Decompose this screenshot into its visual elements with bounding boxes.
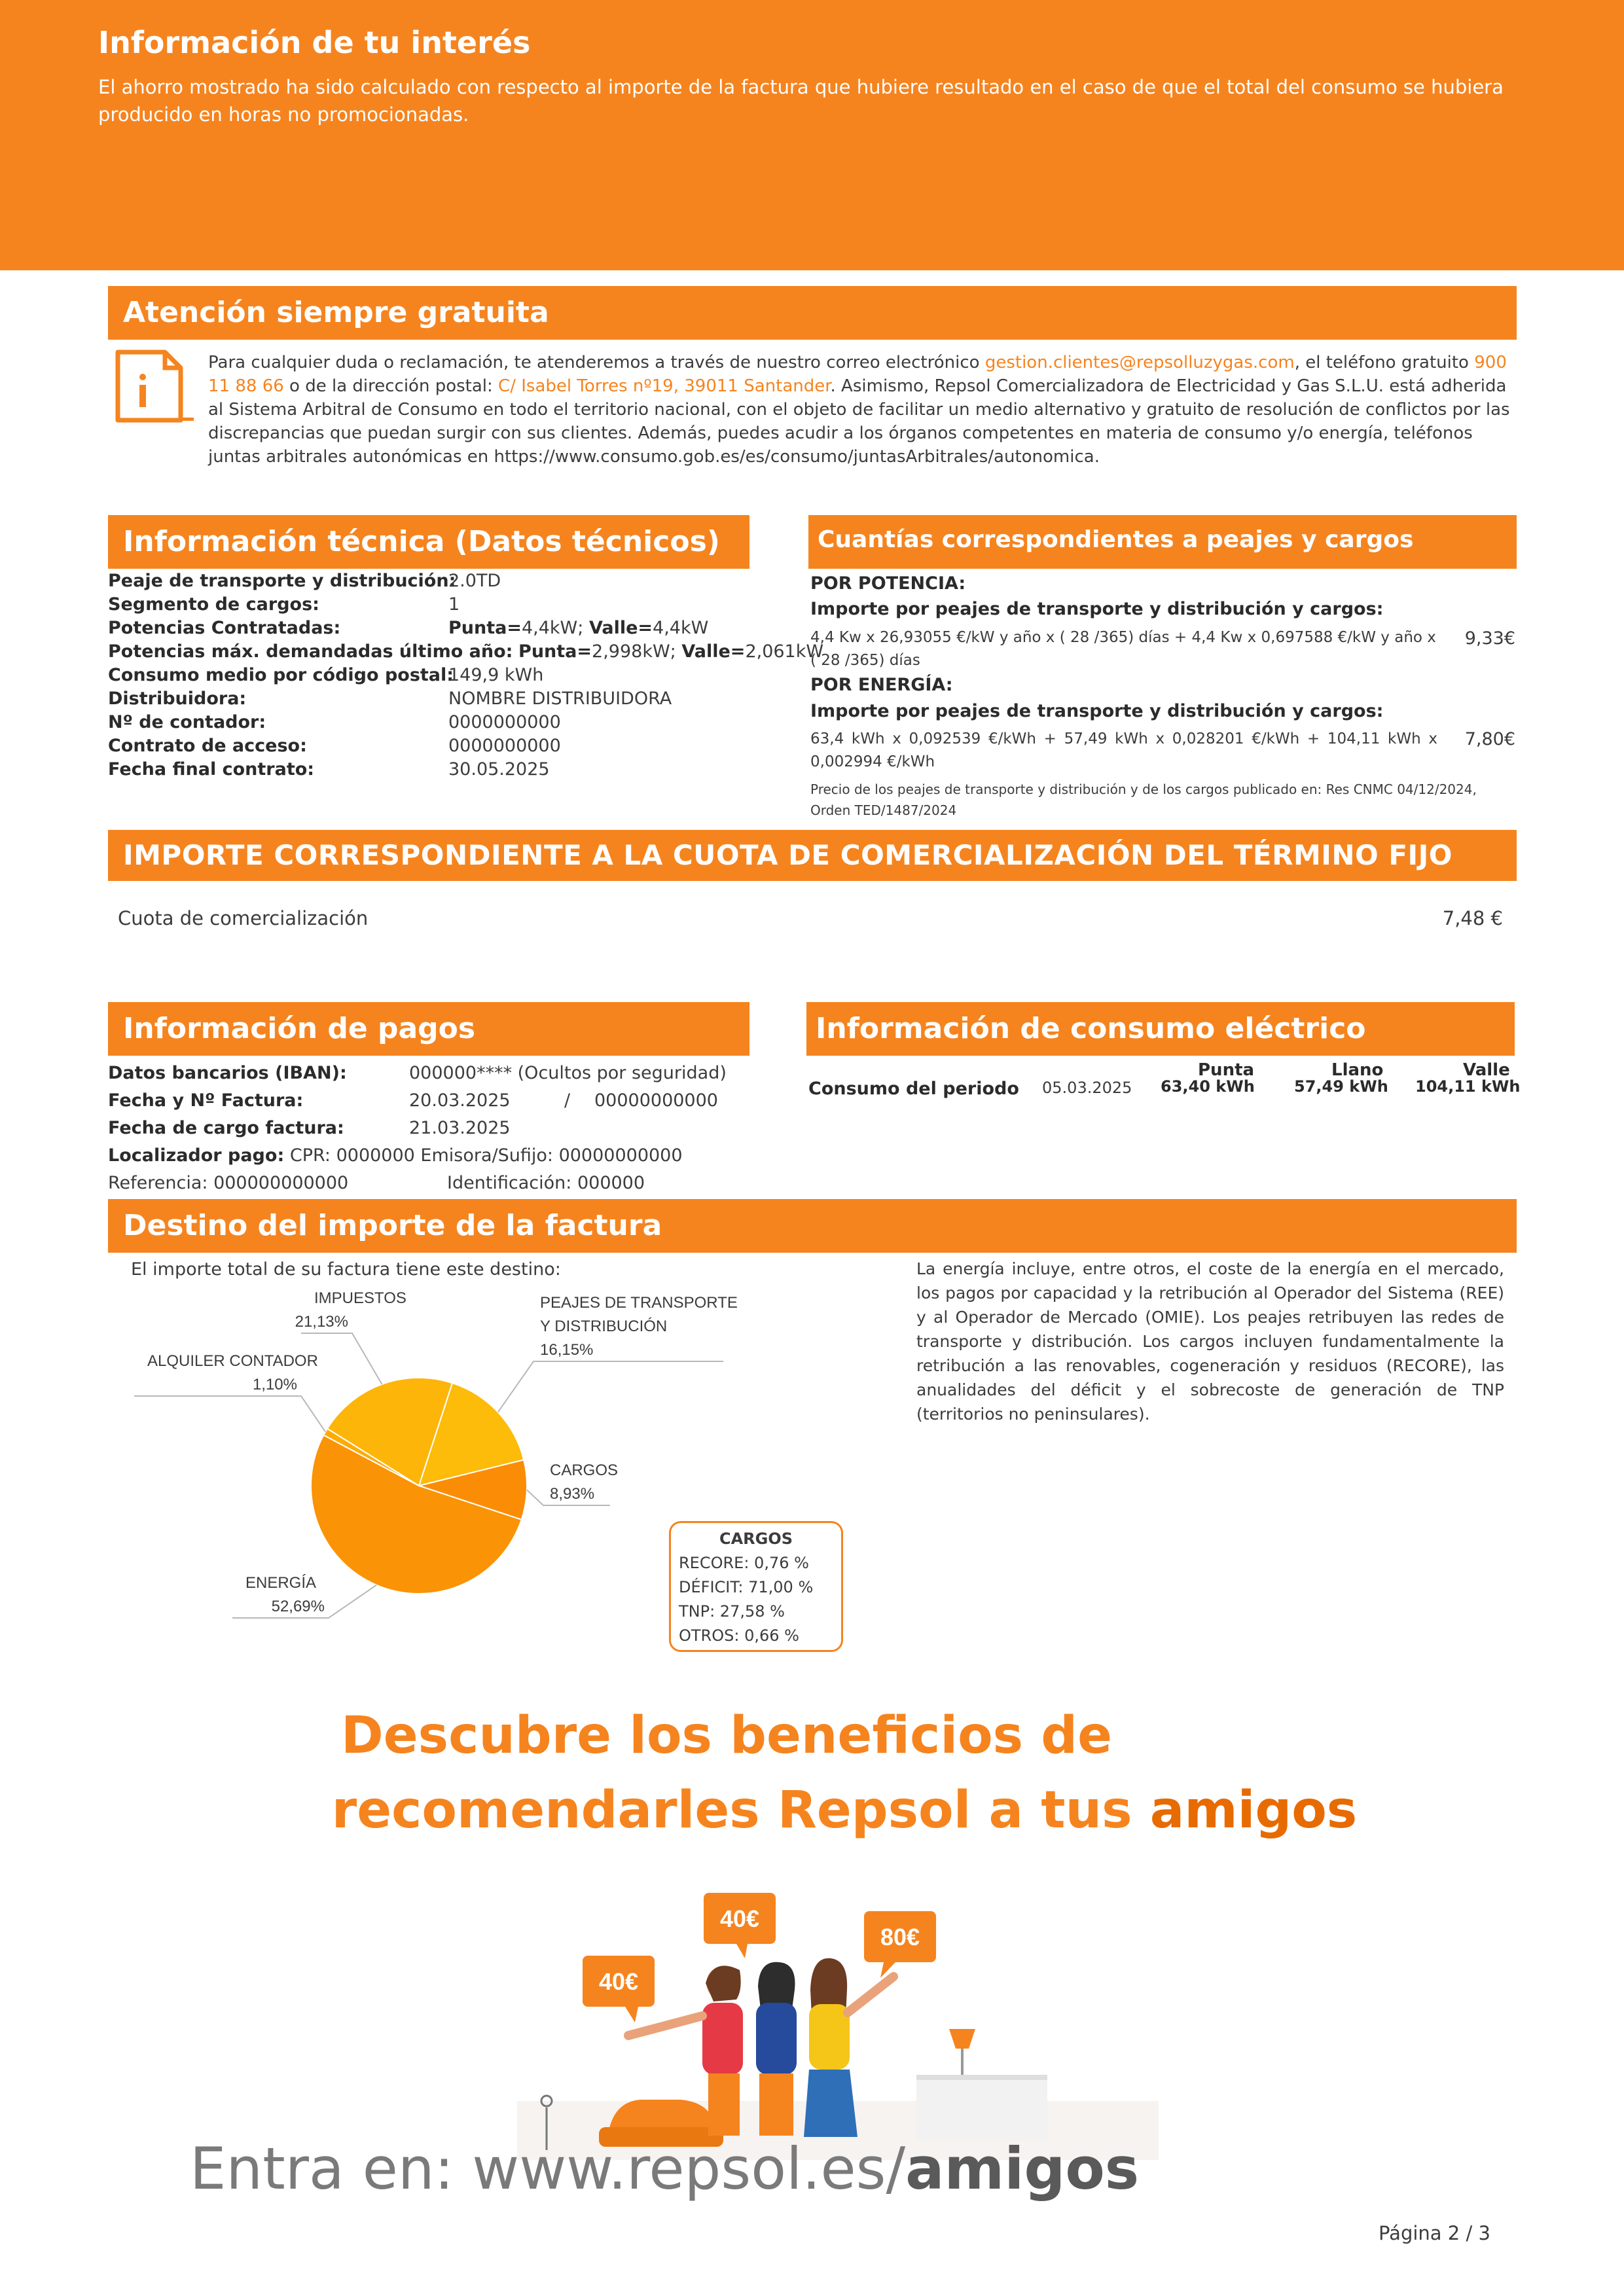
interest-title: Información de tu interés (98, 25, 531, 60)
consumption-title: Información de consumo eléctrico (816, 1012, 1366, 1045)
phone-link[interactable]: 900 11 88 66 (208, 353, 1507, 396)
svg-text:80€: 80€ (880, 1924, 920, 1950)
value-llano: 57,49 kWh (1294, 1077, 1388, 1096)
header-punta: Punta (1198, 1060, 1255, 1080)
pie-category-label: ALQUILER CONTADOR (147, 1352, 318, 1370)
fixed-label: Cuota de comercialización (118, 907, 369, 929)
tech-row-end-date: Fecha final contrato: (108, 759, 315, 780)
pie-category-label: Y DISTRIBUCIÓN (540, 1318, 668, 1335)
tolls-header (808, 515, 1517, 569)
destination-intro: El importe total de su factura tiene este destino: (131, 1259, 561, 1280)
tech-row-segment: Segmento de cargos: (108, 594, 319, 615)
tech-row-power: Potencias Contratadas: (108, 618, 341, 638)
consumption-date: 05.03.2025 (1042, 1079, 1132, 1097)
tech-row-distributor: Distribuidora: (108, 689, 247, 709)
pie-category-label: CARGOS (550, 1462, 619, 1479)
attention-text: Para cualquier duda o reclamación, te atenderemos a través de nuestro correo electrónico gestion.clientes@repsolluzygas.com, el teléfono gratuito 900 11 88 66 o de la dirección postal: C/ Isabel Torres nº19, 39011 Santander. Asimismo, Repsol Comercializadora de Electricidad y Gas S.L.U. está adherida al Sistema Arbitral de Consumo en todo el territorio nacional, con el objeto de facilitar un medio alternativo y gratuito de resolución de conflictos por las discrepancias que puedan surgir con sus clientes. Además, puedes acudir a los órganos competentes en materia de consumo y/o energía, teléfonos juntas arbitrales autonómicas en https://www.consumo.gob.es/es/consumo/juntasArbitrales/autonomica. (208, 353, 1510, 467)
pie-value-label: 8,93% (550, 1485, 595, 1503)
energy-amount: 7,80€ (1464, 729, 1515, 749)
power-subtitle: Importe por peajes de transporte y distribución y cargos: (810, 599, 1384, 619)
cargos-item: RECORE: 0,76 % (679, 1554, 809, 1572)
tolls-note: Precio de los peajes de transporte y distribución y de los cargos publicado en: Res CNMC 04/12/2024, Orden TED/1487/2024 (810, 781, 1477, 818)
bubble-80-right (864, 1911, 936, 1978)
technical-title: Información técnica (Datos técnicos) (123, 525, 720, 558)
cargos-item: TNP: 27,58 % (679, 1602, 785, 1621)
tech-row-access: Contrato de acceso: (108, 736, 307, 756)
tech-row-avg-consumption: Consumo medio por código postal: (108, 665, 454, 685)
consumption-header (806, 1002, 1515, 1056)
fixed-title: IMPORTE CORRESPONDIENTE A LA CUOTA DE COMERCIALIZACIÓN DEL TÉRMINO FIJO (123, 839, 1453, 871)
pie-value-label: 21,13% (295, 1313, 348, 1331)
attention-title: Atención siempre gratuita (123, 296, 549, 329)
pie-leader-line (498, 1361, 723, 1412)
invoice-number: 00000000000 (594, 1090, 718, 1111)
person-middle (756, 1962, 797, 2136)
cargos-item: DÉFICIT: 71,00 % (679, 1578, 814, 1596)
interest-text: El ahorro mostrado ha sido calculado con respecto al importe de la factura que hubiere resultado en el caso de que el total del consumo se hubiera producido en horas no promocionadas. (98, 76, 1504, 126)
energy-calculation: 63,4 kWh x 0,092539 €/kWh + 57,49 kWh x 0,028201 €/kWh + 104,11 kWh x 0,002994 €/kWh (810, 730, 1437, 770)
cargos-box-title: CARGOS (719, 1530, 793, 1548)
power-amount: 9,33€ (1464, 628, 1515, 649)
energy-title: POR ENERGÍA: (810, 675, 953, 695)
promo-headline-line2: recomendarles Repsol a tus amigos (331, 1781, 1358, 1840)
fixed-amount: 7,48 € (1442, 907, 1503, 929)
destination-header (108, 1199, 1517, 1253)
payments-title: Información de pagos (123, 1012, 476, 1045)
header-valle: Valle (1463, 1060, 1510, 1080)
pie-value-label: 16,15% (540, 1341, 594, 1359)
attention-header (108, 286, 1517, 340)
destination-pie-chart (98, 1276, 753, 1643)
friends-illustration (517, 1885, 1159, 2160)
cargos-item: OTROS: 0,66 % (679, 1626, 799, 1645)
destination-title: Destino del importe de la factura (123, 1209, 662, 1242)
svg-text:40€: 40€ (598, 1968, 639, 1995)
svg-text:40€: 40€ (719, 1905, 760, 1932)
charge-date: 21.03.2025 (409, 1118, 511, 1138)
tech-row-toll: Peaje de transporte y distribución: (108, 571, 456, 591)
email-link[interactable]: gestion.clientes@repsolluzygas.com (984, 353, 1295, 372)
payment-locator: Localizador pago: CPR: 0000000 Emisora/Sufijo: 00000000000 (108, 1145, 683, 1166)
consumption-row-label: Consumo del periodo (808, 1079, 1019, 1099)
energy-subtitle: Importe por peajes de transporte y distribución y cargos: (810, 701, 1384, 721)
pie-category-label: ENERGÍA (245, 1574, 317, 1592)
payment-reference: Referencia: 000000000000 (108, 1173, 349, 1193)
tech-row-max-power: Potencias máx. demandadas último año: Punta=2,998kW; Valle=2,061kW (108, 641, 824, 662)
pie-leader-line (134, 1396, 325, 1432)
bubble-40-left (583, 1956, 655, 2022)
tech-row-meter: Nº de contador: (108, 712, 266, 732)
bubble-40-middle (704, 1893, 776, 1958)
pie-category-label: IMPUESTOS (314, 1289, 406, 1307)
pie-value-label: 1,10% (252, 1376, 297, 1393)
payment-identification: Identificación: 000000 (447, 1173, 645, 1193)
invoice-date: 20.03.2025 (409, 1090, 511, 1111)
power-title: POR POTENCIA: (810, 573, 966, 594)
header-llano: Llano (1331, 1060, 1384, 1080)
tolls-title: Cuantías correspondientes a peajes y cargos (818, 526, 1414, 553)
pie-value-label: 52,69% (271, 1598, 325, 1615)
cargos-breakdown-box (669, 1521, 843, 1652)
destination-explanation: La energía incluye, entre otros, el coste de la energía en el mercado, los pagos por capacidad y la retribución al Operador del Sistema (REE) y al Operador de Mercado (OMIE). Los peajes retribuyen las redes de transporte y distribución. Los cargos incluyen fundamentalmente la retribución a las renovables, cogeneración y residuos (RECORE), las anualidades del déficit y el sobrecoste de generación de TNP (territorios no peninsulares). (916, 1259, 1504, 1424)
fixed-header (108, 830, 1517, 881)
iban-value: 000000**** (Ocultos por seguridad) (409, 1063, 727, 1083)
value-punta: 63,40 kWh (1161, 1077, 1255, 1096)
payments-header (108, 1002, 749, 1056)
address-text: C/ Isabel Torres nº19, 39011 Santander (498, 376, 831, 396)
power-calculation: 4,4 Kw x 26,93055 €/kW y año x ( 28 /365) días + 4,4 Kw x 0,697588 €/kW y año x ( 28 /365) días (810, 629, 1436, 669)
technical-header (108, 515, 749, 569)
value-valle: 104,11 kWh (1415, 1077, 1521, 1096)
page-number: Página 2 / 3 (1379, 2222, 1490, 2244)
info-document-icon (111, 348, 196, 427)
promo-headline-line1: Descubre los beneficios de (341, 1706, 1112, 1765)
promo-url[interactable]: Entra en: www.repsol.es/amigos (189, 2135, 1140, 2202)
pie-category-label: PEAJES DE TRANSPORTE (540, 1294, 738, 1312)
